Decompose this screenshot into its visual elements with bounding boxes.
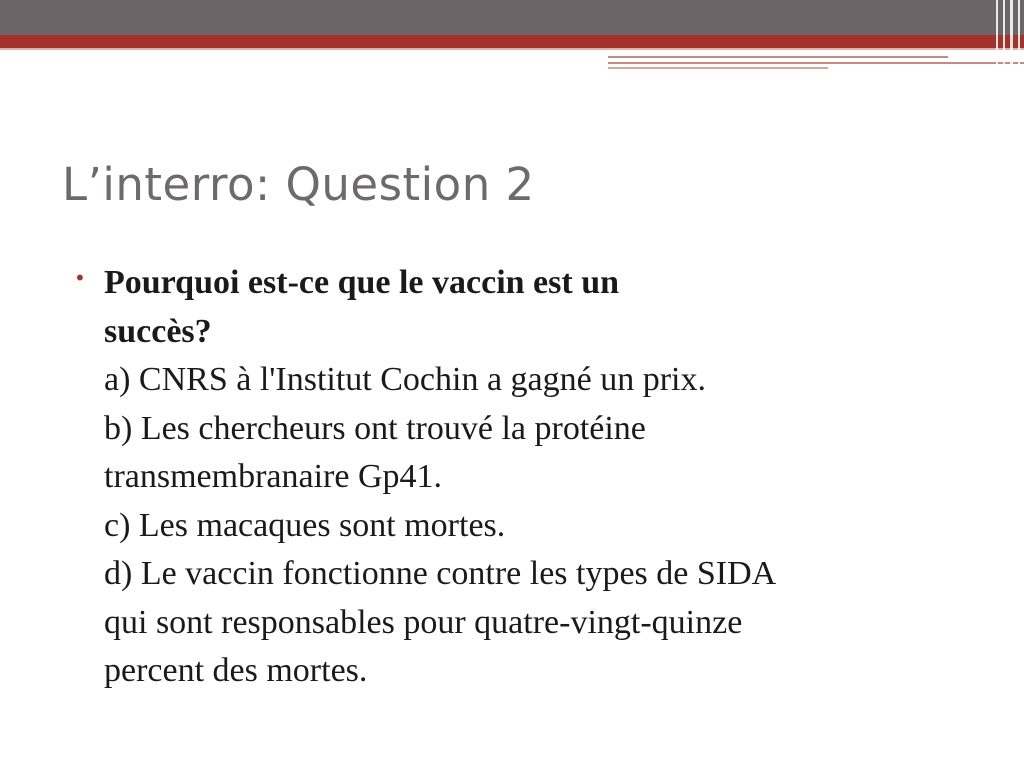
header-band-gray [0,0,1024,35]
answer-line: percent des mortes. [104,652,368,689]
answer-line: d) Le vaccin fonctionne contre les types de SIDA [104,555,777,592]
bullet-icon: • [74,266,86,290]
header-accent-line [608,67,828,69]
header-stripe [1018,0,1020,70]
question-line: Pourquoi est-ce que le vaccin est un [104,264,620,301]
header-accent-line [608,56,948,58]
answer-line: c) Les macaques sont mortes. [104,506,506,544]
answer-line: b) Les chercheurs ont trouvé la protéine [104,409,646,447]
answer-line: qui sont responsables pour quatre-vingt-quinze [104,603,743,641]
header-band-red-light [0,48,1024,50]
question-line: succès? [104,312,212,350]
bullet-text [104,259,974,696]
answer-line: a) CNRS à l'Institut Cochin a gagné un prix. [104,361,706,398]
header-stripe [1010,0,1013,70]
slide-title: L’interro: Question 2 [62,158,535,211]
header-band-red [0,35,1024,48]
slide-content [74,259,974,696]
header-stripe [996,0,998,70]
header-accent-line [608,62,1024,64]
answer-line: transmembranaire Gp41. [104,458,442,495]
header-stripe [1003,0,1005,70]
